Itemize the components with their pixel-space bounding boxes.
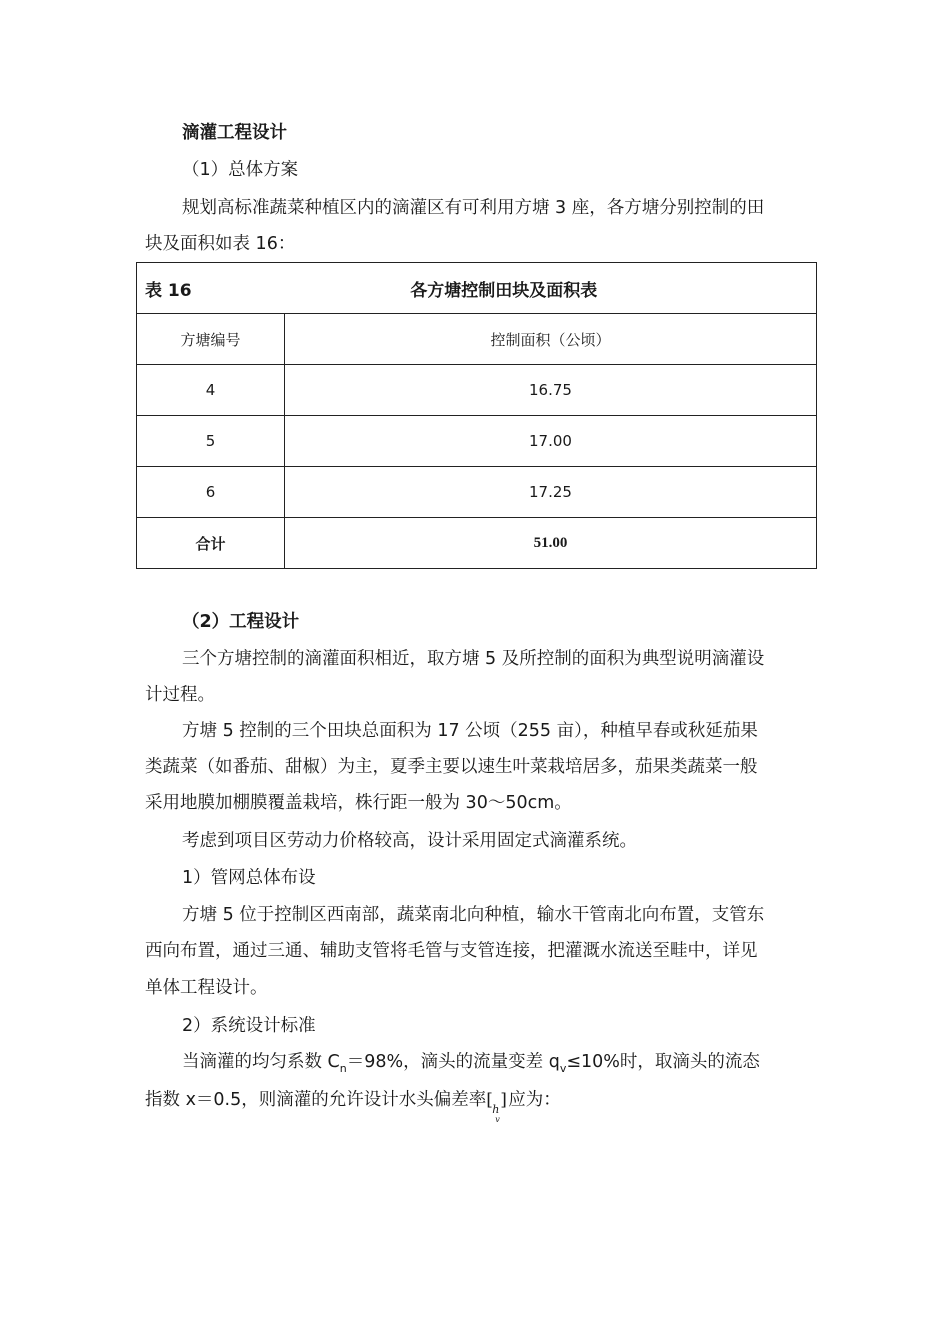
table-label: 表 16 [145, 280, 192, 301]
table-row [137, 365, 817, 416]
area-cell: 17.00 [285, 416, 817, 467]
paragraph-line: 块及面积如表 16： [145, 234, 296, 254]
pond-number-cell: 5 [137, 416, 285, 467]
subscript-n: n [339, 1062, 347, 1075]
table-row [137, 467, 817, 518]
paragraph-line: 方塘 5 控制的三个田块总面积为 17 公顷（255 亩），种植早春或秋延茄果 [182, 721, 758, 741]
table-caption-row [137, 263, 817, 314]
section-title: 滴灌工程设计 [182, 123, 287, 143]
total-value-cell: 51.00 [285, 518, 817, 569]
table-row [137, 416, 817, 467]
paragraph-line: 方塘 5 位于控制区西南部，蔬菜南北向种植，输水干管南北向布置，支管东 [182, 905, 765, 925]
column-header-area: 控制面积（公顷） [285, 314, 817, 365]
table-total-row [137, 518, 817, 569]
head-deviation-symbol: [ h v ] [486, 1090, 507, 1124]
paragraph-line: 考虑到项目区劳动力价格较高，设计采用固定式滴灌系统。 [182, 831, 637, 851]
subscript-v: v [559, 1062, 567, 1075]
subsection-engineering-design: （2）工程设计 [182, 612, 300, 632]
paragraph-line: 计过程。 [145, 685, 215, 705]
total-label-cell: 合计 [137, 518, 285, 569]
paragraph-line: 西向布置，通过三通、辅助支管将毛管与支管连接，把灌溉水流送至畦中，详见 [145, 941, 758, 961]
table-header-row [137, 314, 817, 365]
paragraph-line: 规划高标准蔬菜种植区内的滴灌区有可利用方塘 3 座，各方塘分别控制的田 [182, 198, 765, 218]
pond-number-cell: 4 [137, 365, 285, 416]
item-design-standard: 2）系统设计标准 [182, 1016, 316, 1036]
area-cell: 17.25 [285, 467, 817, 518]
paragraph-line: 三个方塘控制的滴灌面积相近，取方塘 5 及所控制的面积为典型说明滴灌设 [182, 649, 765, 669]
item-network-layout: 1）管网总体布设 [182, 868, 316, 888]
subsection-overall-plan: （1）总体方案 [182, 160, 299, 180]
paragraph-line: 类蔬菜（如番茄、甜椒）为主，夏季主要以速生叶菜栽培居多，茄果类蔬菜一般 [145, 757, 758, 777]
paragraph-line: 指数 x＝0.5，则滴灌的允许设计水头偏差率 [ h v ] 应为： [145, 1090, 561, 1124]
area-cell: 16.75 [285, 365, 817, 416]
table-16 [136, 262, 817, 569]
pond-number-cell: 6 [137, 467, 285, 518]
paragraph-line: 采用地膜加棚膜覆盖栽培，株行距一般为 30～50cm。 [145, 793, 572, 813]
paragraph-line: 单体工程设计。 [145, 978, 268, 998]
paragraph-line: 当滴灌的均匀系数 $C_n=98\%$，滴头的流量变差 $q_v\le 10\%$时，取滴头的流态 [182, 1052, 760, 1075]
table-title: 各方塘控制田块及面积表 [410, 280, 598, 301]
column-header-pond-number: 方塘编号 [137, 314, 285, 365]
